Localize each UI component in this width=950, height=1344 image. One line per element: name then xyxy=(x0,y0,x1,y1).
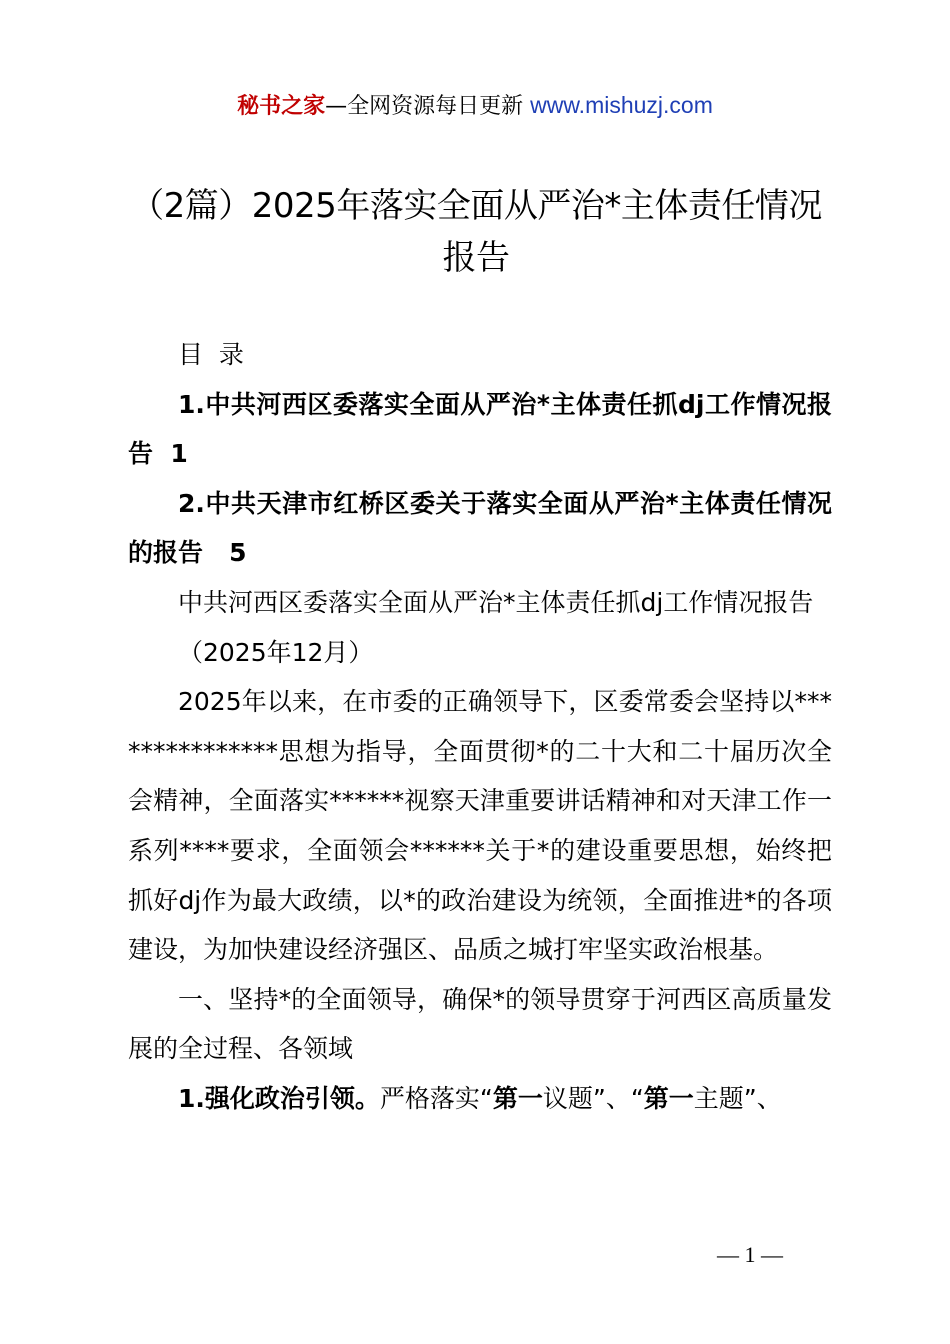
toc-item-2[interactable]: 2.中共天津市红桥区委关于落实全面从严治*主体责任情况的报告 5 xyxy=(128,488,832,568)
page-number: — 1 — xyxy=(717,1242,783,1267)
item-text: 议题”、“ xyxy=(542,1083,644,1113)
item-bold-term: 第一 xyxy=(492,1083,543,1113)
item-paragraph xyxy=(128,1074,832,1124)
toc-item-1[interactable]: 1.中共河西区委落实全面从严治*主体责任抓dj工作情况报告 1 xyxy=(128,389,832,469)
site-url[interactable]: www.mishuzj.com xyxy=(530,92,713,118)
section-heading: 一、坚持*的全面领导，确保*的领导贯穿于河西区高质量发展的全过程、各领域 xyxy=(128,984,832,1064)
article-title: 中共河西区委落实全面从严治*主体责任抓dj工作情况报告 xyxy=(178,587,814,617)
brand-name: 秘书之家 xyxy=(237,94,326,119)
site-header xyxy=(0,88,950,124)
item-text: 主题”、 xyxy=(693,1083,782,1113)
paragraph: 2025年以来，在市委的正确领导下，区委常委会坚持以***************思想为指导，全面贯彻*的二十大和二十届历次全会精神，全面落实******视察天津重要讲话精神和对天津工作一系列****要求，全面领会******关于*的建设重要思想，始终把抓好dj作为最大政绩，以*的政治建设为统领，全面推进*的各项建设，为加快建设经济强区、品质之城打牢坚实政治根基。 xyxy=(128,687,832,965)
toc-heading: 目 录 xyxy=(178,340,244,369)
item-text: 严格落实“ xyxy=(379,1083,493,1113)
document-body xyxy=(128,330,832,1124)
document-title: （2篇）2025年落实全面从严治*主体责任情况报告 xyxy=(130,186,822,278)
article-date: （2025年12月） xyxy=(178,637,374,667)
header-tagline: —全网资源每日更新 xyxy=(325,94,531,119)
item-bold-term: 第一 xyxy=(643,1083,694,1113)
item-lead: 1.强化政治引领。 xyxy=(178,1083,380,1113)
